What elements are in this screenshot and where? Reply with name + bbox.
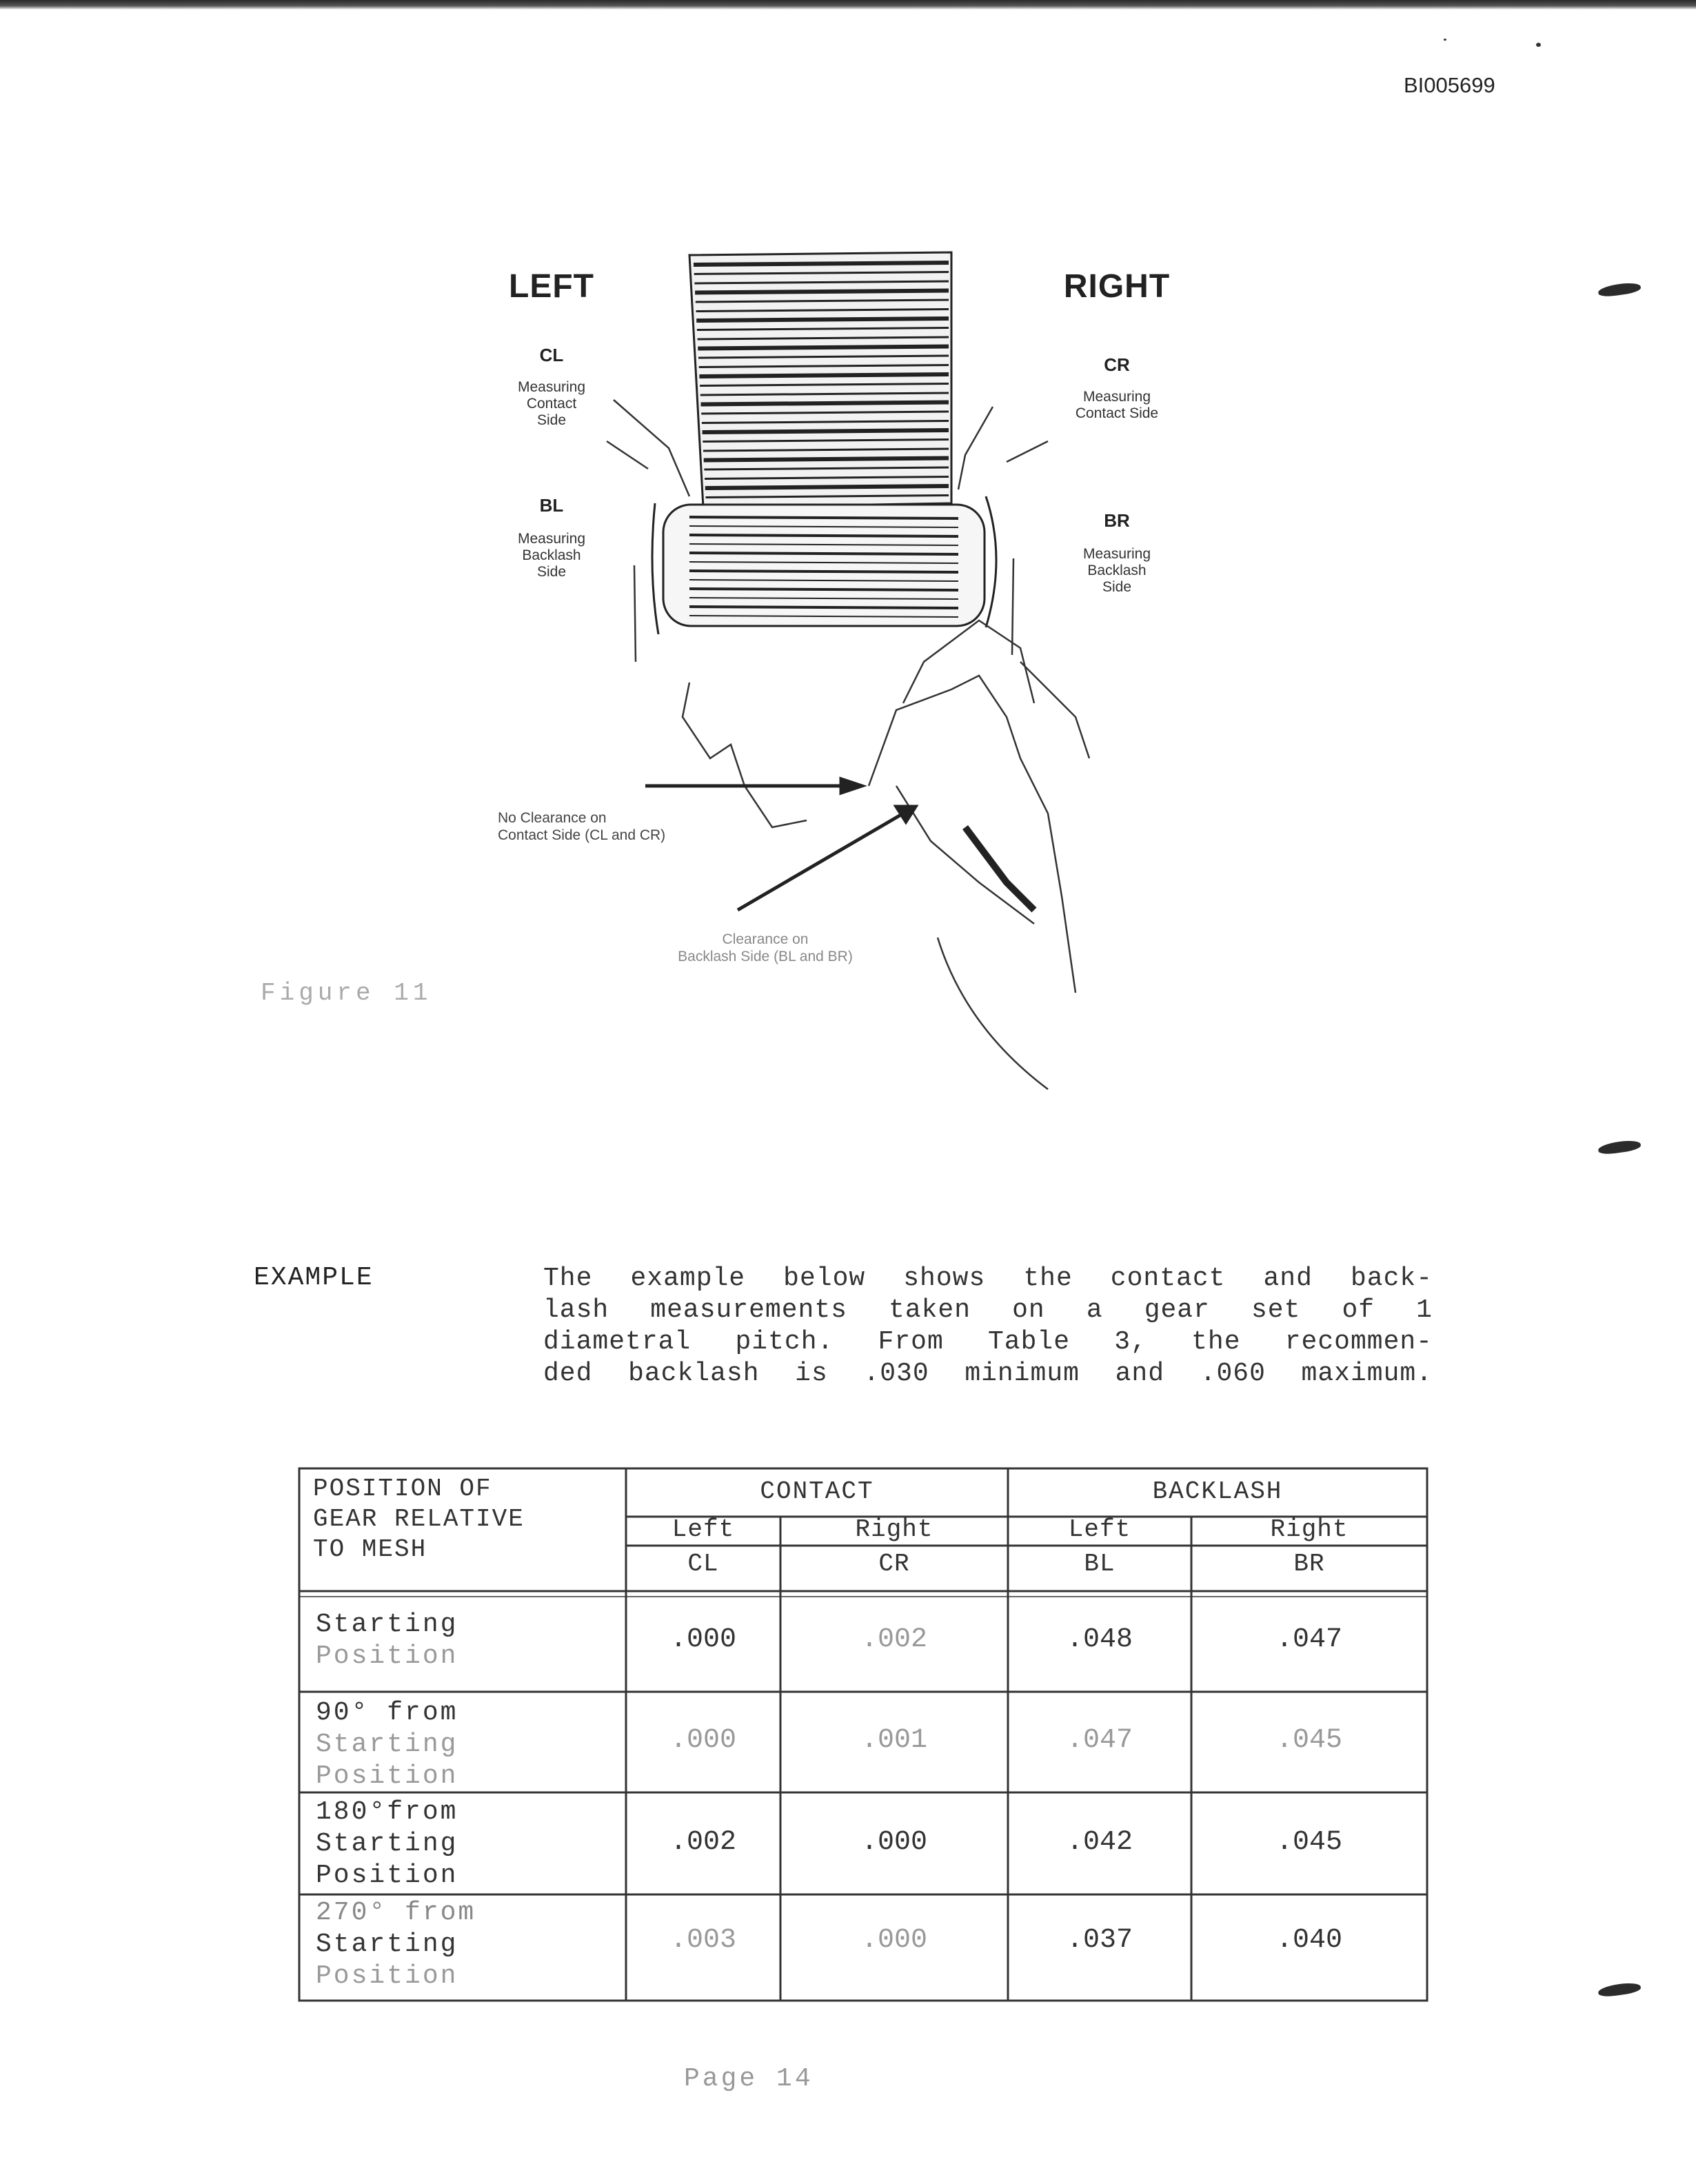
hand-holding-feeler-gauge-icon (683, 620, 1089, 1089)
cell-br: .045 (1275, 1827, 1342, 1858)
gear-tooth (695, 291, 949, 293)
cell-bl: .048 (1066, 1624, 1133, 1655)
left-side-title: LEFT (509, 268, 594, 305)
gear-tooth (689, 535, 958, 536)
cell-br: .040 (1275, 1925, 1342, 1956)
gear-tooth (703, 430, 949, 432)
sub-code-bl: BL (1084, 1550, 1115, 1578)
sub-code-cl: CL (687, 1550, 719, 1578)
gear-tooth (689, 553, 958, 554)
example-heading: EXAMPLE (254, 1263, 374, 1293)
cell-cr: .000 (860, 1827, 927, 1858)
binder-hole-mark (1597, 1981, 1642, 1998)
cl-description: Measuring Contact Side (517, 379, 586, 428)
contact-header: CONTACT (760, 1477, 874, 1506)
clearance-arrow-icon (738, 807, 916, 910)
figure-caption: Figure 11 (261, 979, 432, 1007)
lower-gear-icon (652, 496, 996, 634)
backlash-measurement-table (298, 1467, 1429, 2003)
gear-backlash-figure (483, 234, 1213, 1110)
bl-description: Measuring Backlash Side (517, 531, 586, 580)
sub-code-cr: CR (878, 1550, 910, 1578)
cell-br: .047 (1275, 1624, 1342, 1655)
gear-tooth (704, 458, 949, 461)
row-label-270: 270° from Starting Position (316, 1898, 476, 1991)
cell-cl: .002 (669, 1827, 736, 1858)
right-side-title: RIGHT (1063, 268, 1171, 305)
sub-code-br: BR (1293, 1550, 1325, 1578)
cell-br: .045 (1275, 1725, 1342, 1756)
gear-tooth (701, 403, 949, 405)
gear-tooth (694, 263, 949, 265)
clearance-caption: Clearance on Backlash Side (BL and BR) (678, 931, 853, 964)
document-id: BI005699 (1404, 73, 1495, 97)
row-label-180: 180°from Starting Position (316, 1797, 458, 1890)
cell-cl: .003 (669, 1925, 736, 1956)
no-clearance-caption: No Clearance on Contact Side (CL and CR) (498, 810, 666, 843)
cell-cl: .000 (669, 1624, 736, 1655)
scan-speck (1444, 39, 1446, 41)
cell-bl: .047 (1066, 1725, 1133, 1756)
cell-bl: .037 (1066, 1925, 1133, 1956)
br-description: Measuring Backlash Side (1082, 546, 1151, 595)
row-label-starting: Starting Position (316, 1610, 458, 1671)
page-number: Page 14 (684, 2064, 814, 2094)
no-clearance-arrow-icon (645, 779, 862, 793)
gear-tooth (696, 318, 949, 321)
cr-description: Measuring Contact Side (1075, 389, 1159, 421)
gear-tooth (689, 571, 958, 572)
sub-label-backlash-left: Left (1068, 1515, 1131, 1544)
position-header: POSITION OF GEAR RELATIVE TO MESH (313, 1475, 525, 1564)
gear-tooth (698, 347, 949, 349)
row-label-90: 90° from Starting Position (316, 1698, 458, 1791)
cl-code: CL (539, 345, 564, 365)
cell-cl: .000 (669, 1725, 736, 1756)
backlash-header: BACKLASH (1152, 1477, 1283, 1506)
gear-tooth (689, 517, 958, 518)
binder-hole-mark (1597, 281, 1642, 298)
sub-label-backlash-right: Right (1270, 1515, 1349, 1544)
scan-speck (1536, 43, 1541, 47)
gear-tooth (705, 486, 949, 488)
bl-code: BL (539, 495, 564, 516)
sub-label-contact-left: Left (672, 1515, 735, 1544)
cr-code: CR (1104, 354, 1130, 375)
cell-bl: .042 (1066, 1827, 1133, 1858)
sub-label-contact-right: Right (855, 1515, 933, 1544)
gear-tooth (689, 607, 958, 608)
cell-cr: .001 (860, 1725, 927, 1756)
upper-gear-icon (689, 252, 951, 507)
gear-tooth (689, 589, 958, 590)
scan-top-border (0, 0, 1696, 10)
example-paragraph: The example below shows the contact and back- lash measurements taken on a gear set of 1 diametral pitch. From Table 3, the recommen- ded backlash is .030 minimum and .060 maximum. (543, 1264, 1433, 1388)
binder-hole-mark (1597, 1139, 1642, 1155)
gear-tooth (699, 374, 949, 376)
cell-cr: .002 (860, 1624, 927, 1655)
cell-cr: .000 (860, 1925, 927, 1956)
br-code: BR (1104, 510, 1130, 531)
